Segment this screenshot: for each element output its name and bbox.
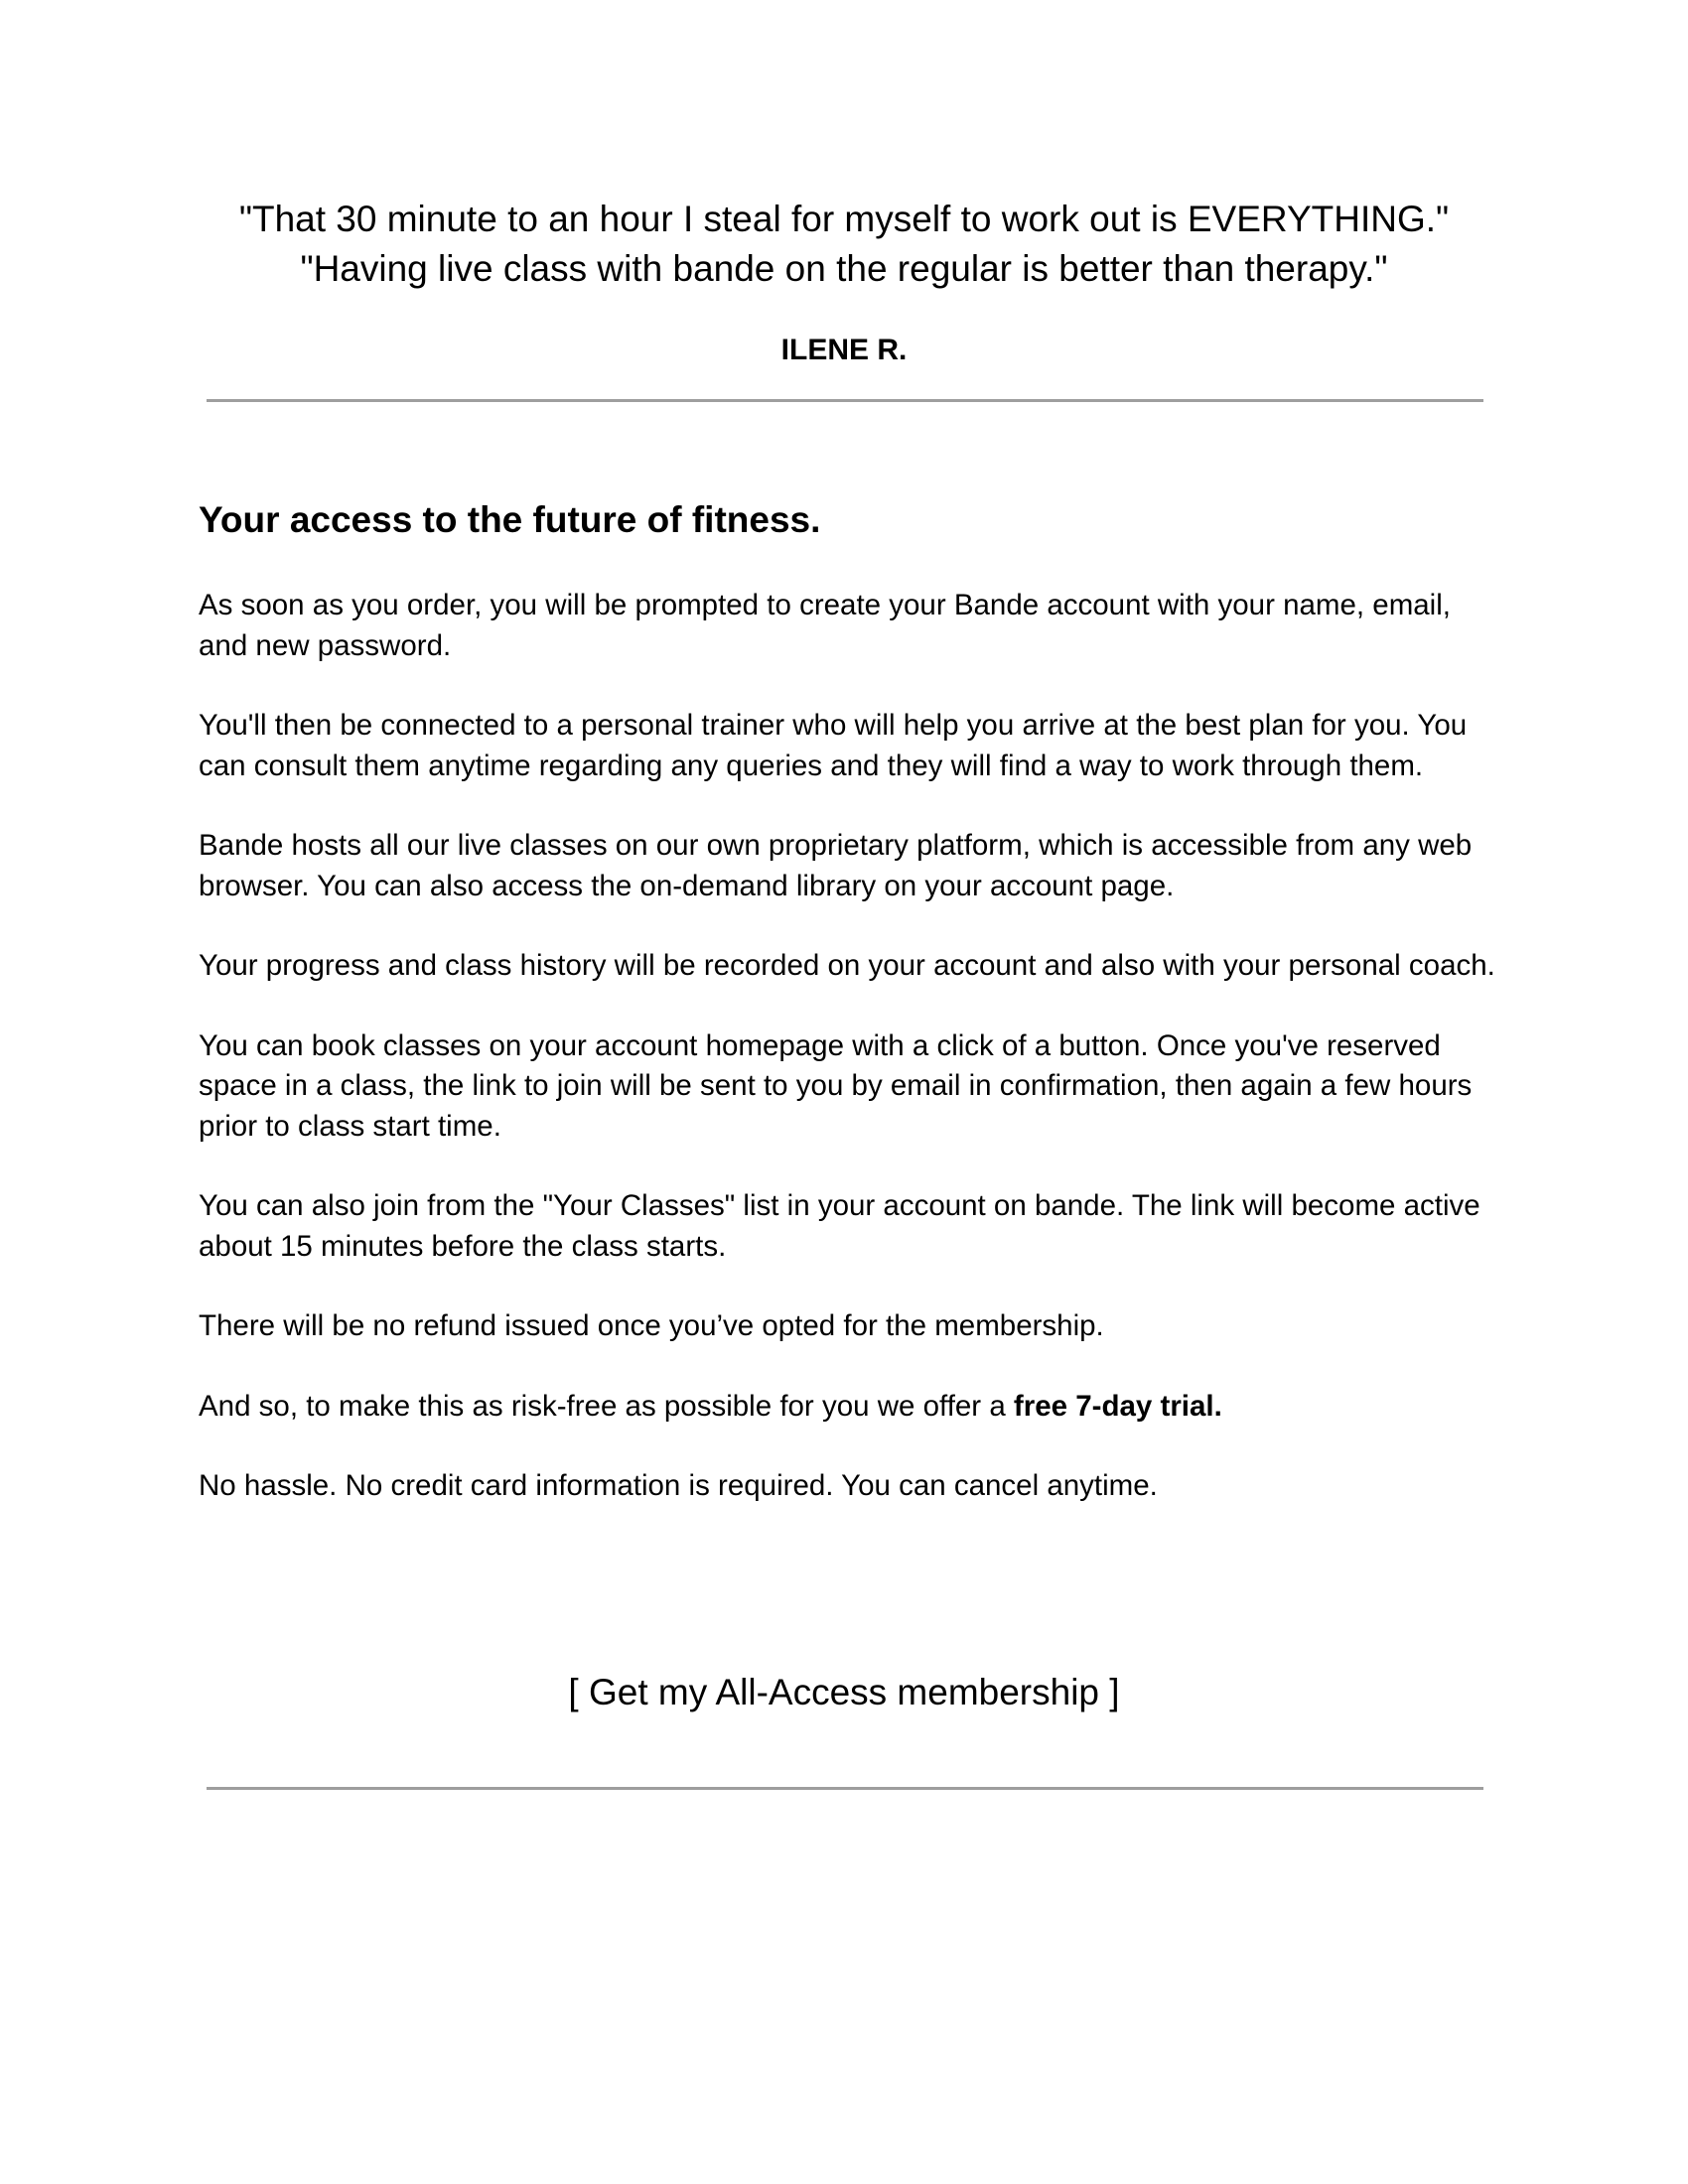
- trial-text: And so, to make this as risk-free as possible for you we offer a: [199, 1389, 1014, 1423]
- trial-highlight: free 7-day trial.: [1013, 1389, 1222, 1423]
- testimonial: [199, 195, 1489, 366]
- testimonial-author: ILENE R.: [780, 334, 908, 366]
- paragraph-no-hassle: No hassle. No credit card information is required. You can cancel anytime.: [199, 1469, 1158, 1502]
- paragraph-refund: There will be no refund issued once you’ve opted for the membership.: [199, 1309, 1104, 1342]
- paragraph-platform: Bande hosts all our live classes on our own proprietary platform, which is accessible from any web browser. You can also access the on-demand library on your account page.: [199, 829, 1473, 902]
- paragraph-personal-trainer: You'll then be connected to a personal trainer who will help you arrive at the best plan for you. You can consult them anytime regarding any queries and they will find a way to work through them.: [199, 709, 1468, 782]
- testimonial-quote-line-2: "Having live class with bande on the regular is better than therapy.": [300, 248, 1388, 289]
- paragraph-progress: Your progress and class history will be recorded on your account and also with your personal coach.: [199, 949, 1495, 982]
- paragraph-your-classes: You can also join from the "Your Classes" list in your account on bande. The link will become active about 15 minutes before the class starts.: [199, 1189, 1480, 1263]
- testimonial-quote-line-1: "That 30 minute to an hour I steal for myself to work out is EVERYTHING.": [238, 199, 1450, 239]
- get-membership-link[interactable]: [ Get my All-Access membership ]: [568, 1672, 1120, 1712]
- membership-info-section: [199, 496, 1499, 1547]
- divider-top: [207, 399, 1483, 402]
- paragraph-booking: You can book classes on your account homepage with a click of a button. Once you've reserved space in a class, the link to join will be sent to you by email in confirmation, then again a few hours prior to class start time.: [199, 1028, 1473, 1143]
- paragraph-account-creation: As soon as you order, you will be prompted to create your Bande account with your name, email, and new password.: [199, 589, 1451, 662]
- paragraph-trial: [199, 1387, 1499, 1428]
- divider-bottom: [207, 1787, 1483, 1790]
- section-heading: Your access to the future of fitness.: [199, 499, 821, 540]
